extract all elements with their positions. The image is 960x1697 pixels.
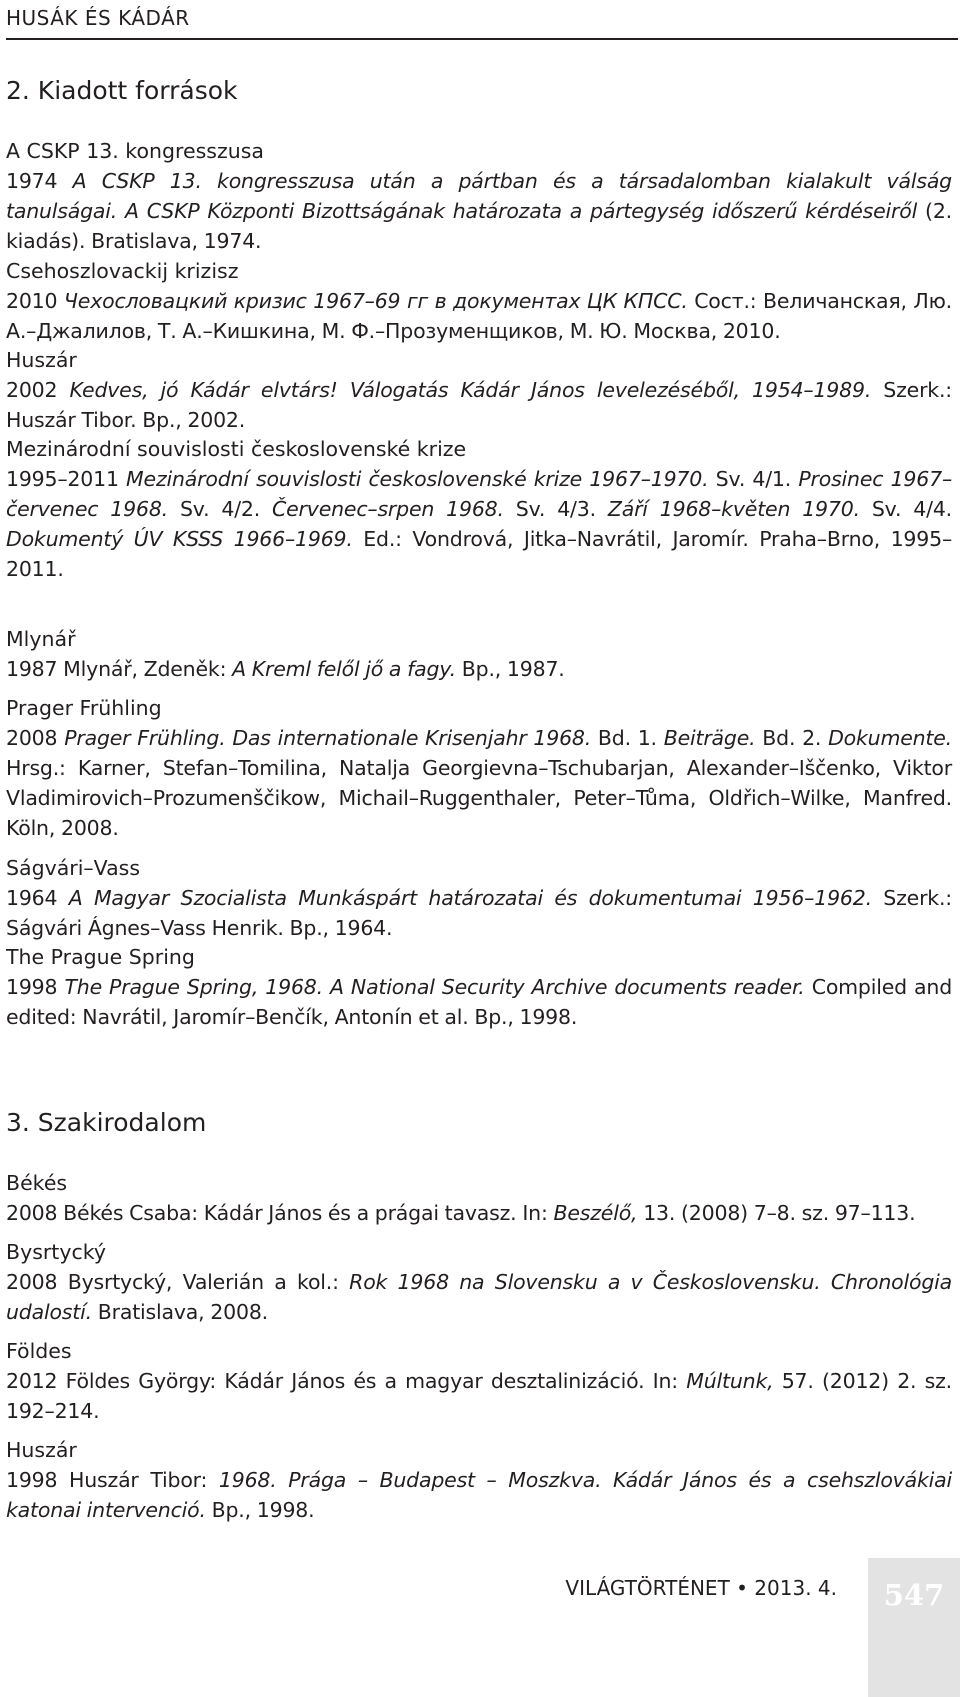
- entry-key: Huszár: [6, 1438, 77, 1462]
- entry-text: Compiled and edited: Navrátil, Jaromír–Benčík, Antonín et al. Bp., 1998.: [6, 975, 953, 1029]
- entry-text: 2008 Békés Csaba: Kádár János és a prágai tavasz. In:: [6, 1201, 554, 1225]
- entry-text: 57. (2012) 2. sz. 192–214.: [6, 1369, 952, 1423]
- entry-title-italic: The Prague Spring, 1968. A National Security Archive documents reader.: [64, 975, 805, 999]
- entry-text: 2010: [6, 289, 64, 313]
- entry-body: [6, 464, 952, 584]
- entry-key: Földes: [6, 1339, 72, 1363]
- entry-title-italic: Чехословацкий кризис 1967–69 гг в документах ЦК КПСС.: [63, 289, 688, 313]
- entry-text: 2002: [6, 378, 70, 402]
- entry-title-italic: Září 1968–květen 1970.: [607, 497, 860, 521]
- entry-title-italic: A Magyar Szocialista Munkáspárt határozatai és dokumentumai 1956–1962.: [68, 886, 872, 910]
- entry-body: [6, 883, 952, 943]
- entry-key: Mezinárodní souvislosti československé krize: [6, 437, 467, 461]
- bib-entry: [6, 853, 952, 943]
- entry-title-italic: Prosinec 1967–červenec 1968.: [6, 467, 952, 521]
- entry-text: Bd. 2.: [755, 726, 829, 750]
- section-title-kiadott-forrasok: 2. Kiadott források: [6, 76, 238, 105]
- entry-body: [6, 723, 952, 843]
- entry-text: 1987 Mlynář, Zdeněk:: [6, 657, 233, 681]
- entry-key: Békés: [6, 1171, 68, 1195]
- bib-entry: [6, 1237, 952, 1327]
- entry-text: Szerk.: Huszár Tibor. Bp., 2002.: [6, 378, 953, 432]
- bib-entry: [6, 345, 952, 435]
- entry-text: 1998: [6, 975, 65, 999]
- page-number: 547: [883, 1578, 945, 1612]
- entry-text: Szerk.: Ságvári Ágnes–Vass Henrik. Bp., 1964.: [6, 886, 953, 940]
- entry-text: 1998 Huszár Tibor:: [6, 1468, 219, 1492]
- entry-text: 13. (2008) 7–8. sz. 97–113.: [637, 1201, 916, 1225]
- entry-body: [6, 286, 952, 346]
- bib-entry: [6, 624, 952, 684]
- entry-title-italic: Dokumente.: [828, 726, 952, 750]
- entry-key: Prager Frühling: [6, 696, 162, 720]
- entry-body: [6, 166, 952, 256]
- bib-entry: [6, 1336, 952, 1426]
- bib-entry: [6, 1168, 952, 1228]
- entry-key: A CSKP 13. kongresszusa: [6, 139, 264, 163]
- entry-title-italic: A Kreml felől jő a fagy.: [232, 657, 456, 681]
- entry-text: Sv. 4/3.: [503, 497, 608, 521]
- section-title-szakirodalom: 3. Szakirodalom: [6, 1108, 207, 1137]
- entry-text: 2012 Földes György: Kádár János és a magyar desztalinizáció. In:: [6, 1369, 687, 1393]
- bib-entry: [6, 434, 952, 584]
- entry-text: 1964: [6, 886, 69, 910]
- bib-entry: [6, 256, 952, 346]
- entry-title-italic: Kedves, jó Kádár elvtárs! Válogatás Kádár János levelezéséből, 1954–1989.: [69, 378, 872, 402]
- entry-body: [6, 972, 952, 1032]
- running-head: HUSÁK ÉS KÁDÁR: [6, 6, 190, 30]
- entry-key: Huszár: [6, 348, 77, 372]
- entry-key: Csehoszlovackij krizisz: [6, 259, 239, 283]
- entry-title-italic: Dokumentý ÚV KSSS 1966–1969.: [6, 527, 353, 551]
- entry-text: 2008 Bysrtycký, Valerián a kol.:: [6, 1270, 350, 1294]
- entry-body: [6, 1267, 952, 1327]
- entry-text: Sv. 4/2.: [167, 497, 273, 521]
- entry-title-italic: 1968. Prága – Budapest – Moszkva. Kádár János és a csehszlovákiai katonai intervenció.: [6, 1468, 952, 1522]
- header-rule: [6, 38, 958, 40]
- entry-title-italic: Prager Frühling. Das internationale Krisenjahr 1968.: [64, 726, 592, 750]
- page-number-box: [868, 1558, 960, 1697]
- entry-text: 1974: [6, 169, 73, 193]
- entry-text: 1995–2011: [6, 467, 127, 491]
- entry-title-italic: Beszélő,: [553, 1201, 638, 1225]
- entry-key: The Prague Spring: [6, 945, 195, 969]
- entry-title-italic: Múltunk,: [686, 1369, 774, 1393]
- entry-title-italic: Beiträge.: [663, 726, 756, 750]
- entry-title-italic: Mezinárodní souvislosti československé krize 1967–1970.: [126, 467, 709, 491]
- entry-text: Bd. 1.: [591, 726, 664, 750]
- entry-text: Bp., 1987.: [455, 657, 565, 681]
- entry-text: Сост.: Величанская, Лю. А.–Джалилов, Т. А.–Кишкина, М. Ф.–Прозуменщиков, М. Ю. Москва, 2010.: [6, 289, 952, 343]
- entry-body: [6, 654, 952, 684]
- entry-title-italic: Rok 1968 na Slovensku a v Československu. Chronológia udalostí.: [6, 1270, 952, 1324]
- bib-entry: [6, 136, 952, 256]
- entry-key: Ságvári–Vass: [6, 856, 141, 880]
- entry-body: [6, 375, 952, 435]
- bib-entry: [6, 942, 952, 1032]
- entry-text: Ed.: Vondrová, Jitka–Navrátil, Jaromír. Praha–Brno, 1995–2011.: [6, 527, 952, 581]
- entry-text: Sv. 4/1.: [708, 467, 799, 491]
- entry-text: (2. kiadás). Bratislava, 1974.: [6, 199, 952, 253]
- entry-text: Hrsg.: Karner, Stefan–Tomilina, Natalja Georgievna–Tschubarjan, Alexander–Iščenko, Viktor Vladimirovich–Prozumenščikow, Michail–Ruggenthaler, Peter–Tůma, Oldřich–Wilke, Manfred. Köln, 2008.: [6, 756, 952, 840]
- entry-body: [6, 1465, 952, 1525]
- entry-key: Bysrtycký: [6, 1240, 107, 1264]
- bib-entry: [6, 693, 952, 843]
- entry-body: [6, 1366, 952, 1426]
- footer-journal-citation: VILÁGTÖRTÉNET • 2013. 4.: [565, 1576, 837, 1600]
- entry-title-italic: A CSKP 13. kongresszusa után a pártban és a társadalomban kialakult válság tanulságai. A CSKP Központi Bizottságának határozata a pártegység időszerű kérdéseiről: [6, 169, 952, 223]
- entry-title-italic: Červenec–srpen 1968.: [272, 497, 504, 521]
- entry-text: Bratislava, 2008.: [91, 1300, 268, 1324]
- entry-key: Mlynář: [6, 627, 76, 651]
- entry-body: [6, 1198, 952, 1228]
- entry-text: 2008: [6, 726, 65, 750]
- entry-text: Bp., 1998.: [205, 1498, 315, 1522]
- bib-entry: [6, 1435, 952, 1525]
- entry-text: Sv. 4/4.: [859, 497, 952, 521]
